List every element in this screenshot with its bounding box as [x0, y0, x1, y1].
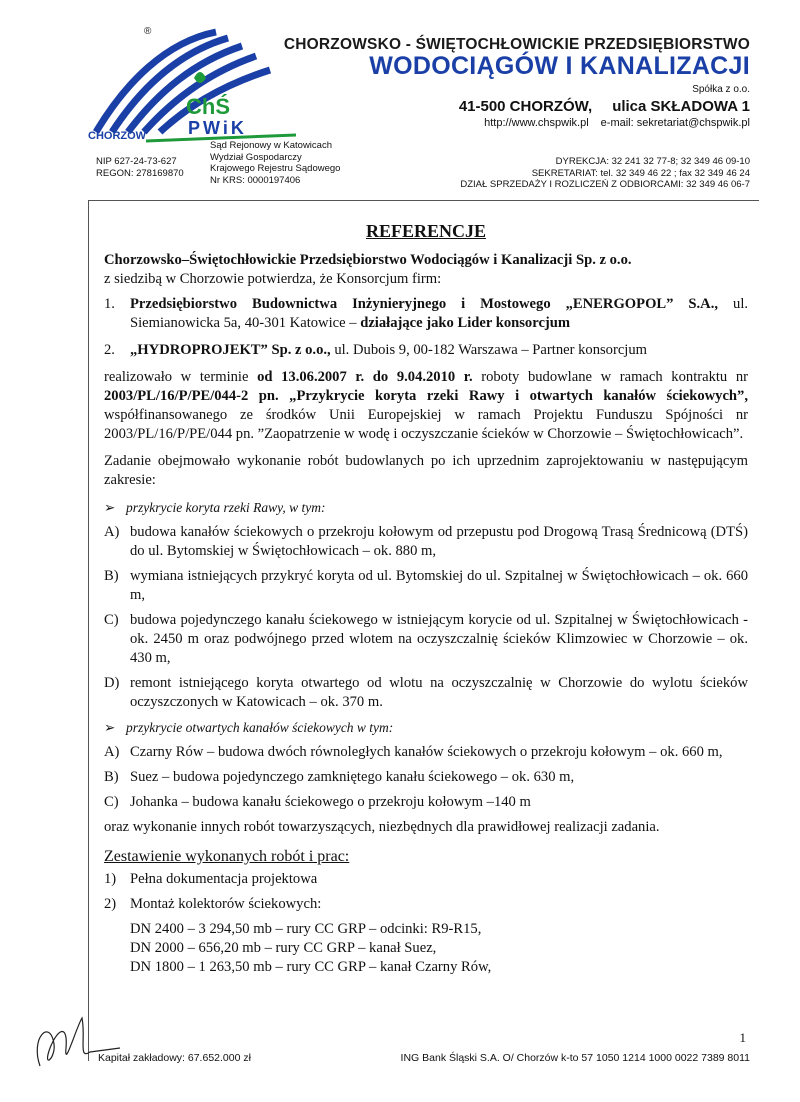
share-capital: Kapitał zakładowy: 67.652.000 zł: [98, 1052, 251, 1064]
firm-number: 1.: [104, 296, 115, 312]
court-register: [210, 140, 340, 186]
section-2-list: [104, 743, 748, 812]
contract-dates: od 13.06.2007 r. do 9.04.2010 r.: [257, 369, 473, 385]
scope-item: [104, 743, 748, 762]
item-text: Pełna dokumentacja projektowa: [130, 871, 318, 887]
item-text: Czarny Rów – budowa dwóch równoległych kanałów ściekowych o przekroju kołowym – ok. 660 m,: [130, 744, 723, 760]
company-name-line2: WODOCIĄGÓW I KANALIZACJI: [369, 52, 750, 80]
regon: REGON: 278169870: [96, 167, 184, 179]
summary-sublist: [104, 920, 748, 977]
company-logo: [86, 22, 298, 144]
section-1-list: [104, 523, 748, 712]
svg-text:ChŚ: ChŚ: [186, 94, 230, 119]
firm-name: Przedsiębiorstwo Budownictwa Inżynieryjnego i Mostowego „ENERGOPOL” S.A.,: [130, 296, 719, 312]
firm-name: „HYDROPROJEKT” Sp. z o.o.,: [130, 342, 331, 358]
address-street: ulica SKŁADOWA 1: [612, 98, 750, 115]
svg-text:®: ®: [144, 26, 152, 37]
item-label: B): [104, 769, 119, 785]
court-line-1: Sąd Rejonowy w Katowicach: [210, 140, 332, 151]
text-run: roboty budowlane w ramach kontraktu nr: [472, 369, 749, 385]
contact-line-2: SEKRETARIAT: tel. 32 349 46 22 ; fax 32 349 46 24: [531, 167, 750, 179]
contract-paragraph: [104, 368, 748, 444]
court-line-3: Krajowego Rejestru Sądowego: [210, 163, 341, 174]
scope-item: [104, 567, 748, 605]
email-link[interactable]: e-mail: sekretariat@chspwik.pl: [600, 117, 750, 129]
item-text: Montaż kolektorów ściekowych:: [130, 896, 322, 912]
collector-line: DN 1800 – 1 263,50 mb – rury CC GRP – kanał Czarny Rów,: [130, 959, 492, 975]
summary-list: [104, 870, 748, 914]
item-label: D): [104, 675, 120, 691]
tax-ids: [96, 156, 184, 179]
firm-item-2: [104, 341, 748, 360]
scope-item: [104, 674, 748, 712]
closing-paragraph: oraz wykonanie innych robót towarzyszących, niezbędnych dla prawidłowej realizacji zadania.: [104, 819, 660, 835]
firm-role: działające jako Lider konsorcjum: [360, 315, 571, 331]
item-text: budowa kanałów ściekowych o przekroju kołowym od przepustu pod Drogową Trasą Średnicową (DTŚ) do ul. Bytomskiej w Świętochłowicach – ok. 880 m,: [130, 524, 748, 559]
firm-item-1: [104, 295, 748, 333]
text-run: współfinansowanego ze środków Unii Europejskiej w ramach Projektu Funduszu Spójności nr 2003/PL/16/P/PE/044 pn. ”Zaopatrzenie w wodę i oczyszczanie ścieków w Chorzowie – Świętochłowicach”.: [104, 407, 748, 442]
company-name-line1: CHORZOWSKO - ŚWIĘTOCHŁOWICKIE PRZEDSIĘBIORSTWO: [283, 36, 750, 53]
svg-text:CHORZÓW: CHORZÓW: [88, 130, 147, 142]
item-label: B): [104, 568, 119, 584]
intro-company: Chorzowsko–Świętochłowickie Przedsiębiorstwo Wodociągów i Kanalizacji Sp. z o.o.: [104, 252, 632, 268]
section-2-heading: [104, 718, 748, 737]
collector-line: DN 2000 – 656,20 mb – rury CC GRP – kanał Suez,: [130, 940, 437, 956]
text-run: realizowało w terminie: [104, 369, 258, 385]
summary-title: Zestawienie wykonanych robót i prac:: [104, 848, 350, 865]
court-line-2: Wydział Gospodarczy: [210, 151, 302, 163]
item-text: Johanka – budowa kanału ściekowego o przekroju kołowym –140 m: [130, 794, 531, 810]
item-label: A): [104, 744, 120, 760]
scope-item: [104, 768, 748, 787]
firm-details: ul. Dubois 9, 00-182 Warszawa – Partner konsorcjum: [330, 342, 648, 358]
nip: NIP 627-24-73-627: [96, 156, 177, 167]
item-text: budowa pojedynczego kanału ściekowego w istniejącym korycie od ul. Szpitalnej w Świętochłowicach - ok. 2450 m oraz podwójnego przed wlotem na oczyszczalnię ścieków Klimzowiec w Chorzowie – ok. 430 m,: [130, 612, 748, 666]
phone-contacts: [460, 156, 750, 191]
company-web-contact: [484, 117, 750, 129]
bank-account: ING Bank Śląski S.A. O/ Chorzów k-to 57 1050 1214 1000 0022 7389 8011: [400, 1052, 750, 1064]
item-text: remont istniejącego koryta otwartego od wlotu na oczyszczalnię w Chorzowie do wylotu ścieków oczyszczonych w Katowicach – ok. 370 m.: [130, 675, 748, 710]
website-link[interactable]: http://www.chspwik.pl: [484, 117, 589, 129]
item-label: 2): [104, 896, 117, 912]
handwritten-signature: [20, 1008, 130, 1078]
arrow-bullet-icon: ➢: [104, 500, 116, 515]
scope-item: [104, 793, 748, 812]
item-label: C): [104, 794, 119, 810]
item-label: 1): [104, 871, 117, 887]
section-1-title: przykrycie koryta rzeki Rawy, w tym:: [126, 500, 326, 515]
svg-text:PWiK: PWiK: [188, 118, 247, 138]
item-label: C): [104, 612, 119, 628]
intro-text: z siedzibą w Chorzowie potwierdza, że Konsorcjum firm:: [104, 271, 442, 287]
address-city: 41-500 CHORZÓW,: [458, 98, 593, 115]
item-text: wymiana istniejących przykryć koryta od ul. Bytomskiej do ul. Szpitalnej w Świętochłowicach – ok. 660 m,: [130, 568, 748, 603]
firm-address: ul. Siemianowicka 5a, 40-301 Katowice –: [130, 296, 749, 331]
section-1-heading: [104, 498, 748, 517]
document-body: [104, 210, 748, 977]
firm-text: [130, 295, 748, 333]
contract-number: 2003/PL/16/P/PE/044-2 pn. „Przykrycie koryta rzeki Rawy i otwartych kanałów ściekowych”,: [104, 388, 748, 404]
scope-paragraph: Zadanie obejmowało wykonanie robót budowlanych po ich uprzednim zaprojektowaniu w następującym zakresie:: [104, 453, 748, 488]
arrow-bullet-icon: ➢: [104, 720, 116, 735]
court-line-4: Nr KRS: 0000197406: [210, 174, 301, 186]
collector-line: DN 2400 – 3 294,50 mb – rury CC GRP – odcinki: R9-R15,: [130, 921, 482, 937]
page-number: 1: [739, 1030, 746, 1045]
summary-item: [104, 895, 748, 914]
document-title: REFERENCJE: [365, 221, 486, 241]
scope-item: [104, 611, 748, 668]
contact-line-3: DZIAŁ SPRZEDAŻY I ROZLICZEŃ Z ODBIORCAMI: 32 349 46 06-7: [460, 179, 750, 190]
company-form: Spółka z o.o.: [692, 84, 750, 95]
summary-item: [104, 870, 748, 889]
firm-text: [130, 341, 748, 360]
firm-number: 2.: [104, 342, 115, 358]
section-2-title: przykrycie otwartych kanałów ściekowych w tym:: [126, 720, 394, 735]
company-address: [459, 98, 750, 115]
item-text: Suez – budowa pojedynczego zamkniętego kanału ściekowego – ok. 630 m,: [130, 769, 575, 785]
contact-line-1: DYREKCJA: 32 241 32 77-8; 32 349 46 09-10: [555, 156, 750, 167]
item-label: A): [104, 524, 120, 540]
scope-item: [104, 523, 748, 561]
intro-paragraph: [104, 251, 748, 289]
